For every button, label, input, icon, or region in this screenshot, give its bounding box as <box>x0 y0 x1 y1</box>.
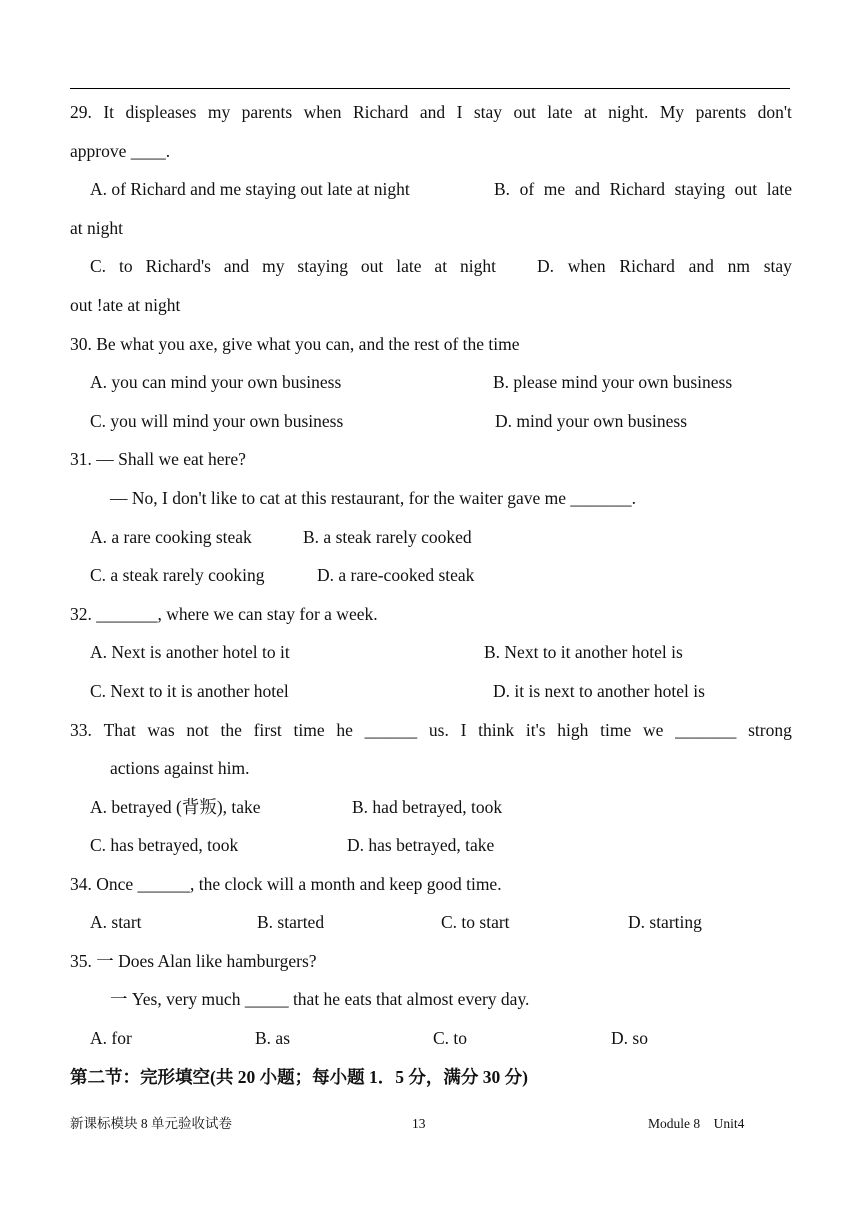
word: think <box>478 720 515 740</box>
word: 33. <box>70 720 92 740</box>
word: staying <box>674 179 726 199</box>
footer-title: 新课标模块 8 单元验收试卷 <box>70 1116 232 1131</box>
word: I <box>456 102 463 122</box>
word: the <box>220 720 242 740</box>
q30-option-d: D. mind your own business <box>495 411 688 431</box>
word: That <box>103 720 136 740</box>
word: I <box>460 720 467 740</box>
word: D. <box>537 256 555 276</box>
word: nm <box>727 256 750 276</box>
word: It <box>103 102 115 122</box>
word: to <box>119 256 133 276</box>
word: out <box>513 102 536 122</box>
q31-option-c: C. a steak rarely cooking <box>90 565 265 585</box>
word: My <box>659 102 685 122</box>
word: and <box>223 256 250 276</box>
word: Richard <box>353 102 409 122</box>
word: my <box>207 102 231 122</box>
q33-stem-line1 <box>70 722 792 740</box>
word: _______ <box>675 720 737 740</box>
word: 29. <box>70 102 92 122</box>
word: parents <box>695 102 747 122</box>
word: out <box>734 179 758 199</box>
word: first <box>253 720 282 740</box>
word: of <box>519 179 535 199</box>
q34-option-a: A. start <box>90 912 142 932</box>
q29-stem-line2: approve ____. <box>70 141 171 161</box>
word: late <box>547 102 573 122</box>
q30-option-c: C. you will mind your own business <box>90 411 344 431</box>
word: night <box>460 256 496 276</box>
word: ______ <box>364 720 418 740</box>
word: and <box>419 102 446 122</box>
word: C. <box>90 256 107 276</box>
q31-option-b: B. a steak rarely cooked <box>303 527 472 547</box>
q32-option-a: A. Next is another hotel to it <box>90 642 290 662</box>
q30-option-b: B. please mind your own business <box>493 372 733 392</box>
word: when <box>303 102 342 122</box>
word: out <box>360 256 384 276</box>
word: it's <box>525 720 546 740</box>
word: he <box>336 720 353 740</box>
word: us. <box>428 720 449 740</box>
q31-option-d: D. a rare-cooked steak <box>317 565 475 585</box>
q29-option-a: A. of Richard and me staying out late at night <box>90 179 410 199</box>
word: at <box>434 256 448 276</box>
q32-option-c: C. Next to it is another hotel <box>90 681 289 701</box>
q29-option-b-continued: at night <box>70 218 123 238</box>
word: parents <box>241 102 293 122</box>
word: B. <box>494 179 511 199</box>
q33-stem-line2: actions against him. <box>110 758 250 778</box>
q34-option-d: D. starting <box>628 912 702 932</box>
q29-stem-line1 <box>70 104 792 122</box>
word: don't <box>757 102 792 122</box>
q29-option-c <box>90 258 496 276</box>
word: my <box>262 256 285 276</box>
q34-option-b: B. started <box>257 912 325 932</box>
word: high <box>557 720 589 740</box>
q31-reply: — No, I don't like to cat at this restaurant, for the waiter gave me _______. <box>110 488 637 508</box>
word: not <box>186 720 209 740</box>
word: staying <box>297 256 348 276</box>
q33-option-a: A. betrayed (背叛), take <box>90 797 261 817</box>
word: late <box>766 179 792 199</box>
word: time <box>293 720 325 740</box>
section-heading: 第二节：完形填空(共 20 小题；每小题 1．5 分，满分 30 分) <box>70 1067 528 1087</box>
word: and <box>688 256 714 276</box>
word: time <box>600 720 632 740</box>
word: late <box>396 256 422 276</box>
q32-option-b: B. Next to it another hotel is <box>484 642 683 662</box>
q35-stem: 35. 一 Does Alan like hamburgers? <box>70 951 317 971</box>
word: we <box>642 720 664 740</box>
q33-option-d: D. has betrayed, take <box>347 835 495 855</box>
word: strong <box>748 720 792 740</box>
q30-stem: 30. Be what you axe, give what you can, and the rest of the time <box>70 334 520 354</box>
q33-option-b: B. had betrayed, took <box>352 797 503 817</box>
word: displeases <box>125 102 197 122</box>
footer-page-number: 13 <box>412 1116 426 1131</box>
word: Richard <box>609 179 666 199</box>
q30-option-a: A. you can mind your own business <box>90 372 342 392</box>
word: Richard <box>619 256 675 276</box>
q35-option-d: D. so <box>611 1028 648 1048</box>
word: was <box>147 720 175 740</box>
q32-stem: 32. _______, where we can stay for a week. <box>70 604 378 624</box>
footer-module-unit: Module 8 Unit4 <box>648 1116 745 1131</box>
q33-option-c: C. has betrayed, took <box>90 835 239 855</box>
word: night. <box>608 102 649 122</box>
q35-option-b: B. as <box>255 1028 290 1048</box>
word: and <box>574 179 601 199</box>
q29-option-d-continued: out !ate at night <box>70 295 181 315</box>
word: Richard's <box>145 256 211 276</box>
header-rule <box>70 88 790 89</box>
word: stay <box>473 102 503 122</box>
word: stay <box>763 256 792 276</box>
q35-option-c: C. to <box>433 1028 468 1048</box>
word: when <box>567 256 606 276</box>
q35-option-a: A. for <box>90 1028 132 1048</box>
q35-reply: 一 Yes, very much _____ that he eats that almost every day. <box>110 989 530 1009</box>
q31-option-a: A. a rare cooking steak <box>90 527 252 547</box>
word: me <box>543 179 566 199</box>
q34-stem: 34. Once ______, the clock will a month and keep good time. <box>70 874 502 894</box>
word: at <box>583 102 597 122</box>
q32-option-d: D. it is next to another hotel is <box>493 681 705 701</box>
q29-option-d <box>537 258 792 276</box>
q34-option-c: C. to start <box>441 912 510 932</box>
q29-option-b <box>494 181 792 199</box>
q31-stem: 31. — Shall we eat here? <box>70 449 246 469</box>
